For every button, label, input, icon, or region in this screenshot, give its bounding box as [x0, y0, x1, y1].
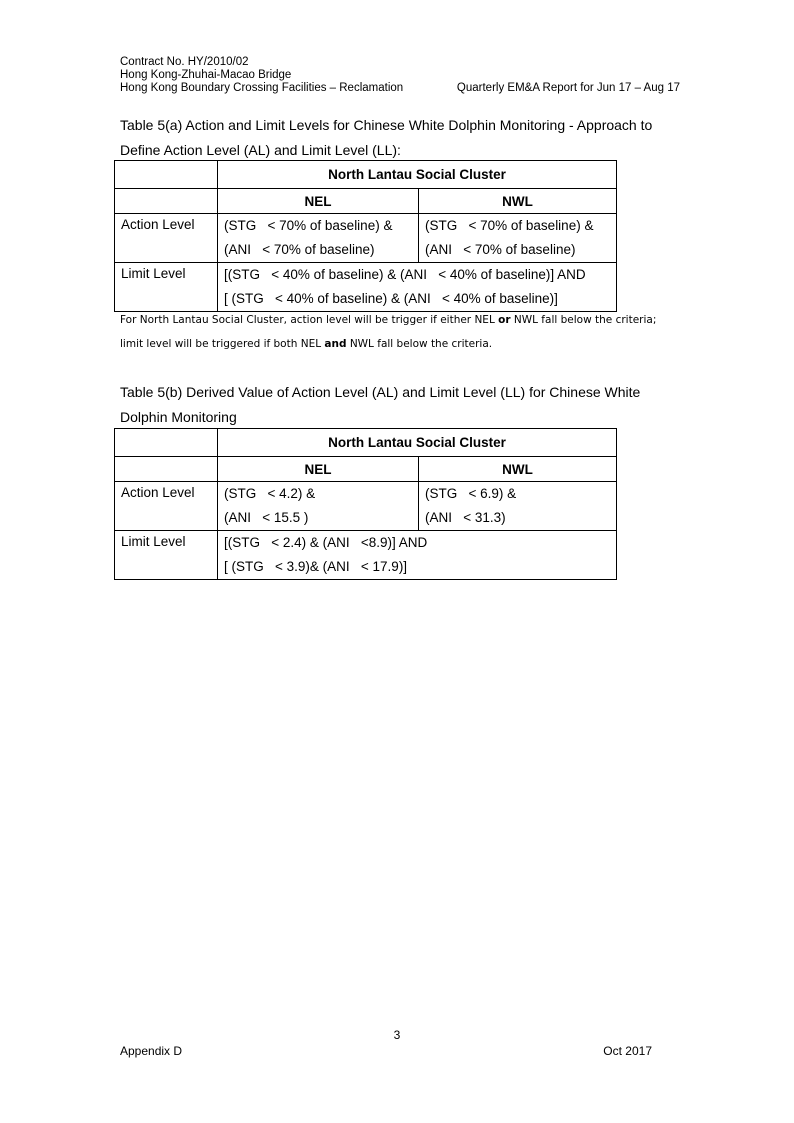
table-a-caption: Table 5(a) Action and Limit Levels for Chinese White Dolphin Monitoring - Approach to Define Action Level (AL) and Limit Level (LL): — [120, 117, 653, 158]
action-nwl-line: (STG < 6.9) & — [425, 486, 517, 501]
report-title: Quarterly EM&A Report for Jun 17 – Aug 17 — [456, 82, 680, 94]
limit-line: [(STG < 2.4) & (ANI <8.9)] AND — [224, 535, 428, 550]
nel-header: NEL — [218, 457, 419, 482]
limit-line: [(STG < 40% of baseline) & (ANI < 40% of baseline)] AND — [224, 267, 586, 282]
cluster-header: North Lantau Social Cluster — [218, 161, 617, 189]
note-line-1: For North Lantau Social Cluster, action level will be trigger if either NEL or NWL fall below the criteria; — [120, 314, 657, 326]
action-level-label: Action Level — [115, 482, 218, 531]
nwl-header: NWL — [419, 457, 617, 482]
action-nel-line: (STG < 70% of baseline) & — [224, 218, 393, 233]
action-nwl-cell — [419, 482, 617, 531]
limit-level-label: Limit Level — [115, 263, 218, 312]
action-nwl-line: (ANI < 31.3) — [425, 510, 506, 525]
note-line-2: limit level will be triggered if both NEL and NWL fall below the criteria. — [120, 338, 493, 350]
limit-level-label: Limit Level — [115, 531, 218, 580]
empty-cell — [115, 189, 218, 214]
cluster-header: North Lantau Social Cluster — [218, 429, 617, 457]
action-level-label: Action Level — [115, 214, 218, 263]
empty-cell — [115, 457, 218, 482]
header-row — [120, 82, 680, 95]
action-nwl-line: (STG < 70% of baseline) & — [425, 218, 594, 233]
action-nel-line: (STG < 4.2) & — [224, 486, 316, 501]
empty-corner-cell — [115, 429, 218, 457]
empty-corner-cell — [115, 161, 218, 189]
limit-line: [ (STG < 40% of baseline) & (ANI < 40% of baseline)] — [224, 291, 558, 306]
action-nel-cell — [218, 482, 419, 531]
limit-line: [ (STG < 3.9)& (ANI < 17.9)] — [224, 559, 408, 574]
action-nel-line: (ANI < 70% of baseline) — [224, 242, 375, 257]
table-b-caption: Table 5(b) Derived Value of Action Level (AL) and Limit Level (LL) for Chinese White Dolphin Monitoring — [120, 384, 641, 425]
limit-cell — [218, 263, 617, 312]
table-a-note — [120, 308, 690, 356]
action-nel-line: (ANI < 15.5 ) — [224, 510, 309, 525]
table-a — [114, 160, 617, 312]
footer-date: Oct 2017 — [603, 1044, 652, 1058]
limit-cell — [218, 531, 617, 580]
page-header — [120, 56, 680, 95]
facility-name: Hong Kong Boundary Crossing Facilities – Reclamation — [120, 82, 404, 94]
footer-appendix: Appendix D — [120, 1044, 183, 1058]
project-name: Hong Kong-Zhuhai-Macao Bridge — [120, 69, 292, 81]
contract-number: Contract No. HY/2010/02 — [120, 56, 249, 68]
action-nwl-line: (ANI < 70% of baseline) — [425, 242, 576, 257]
nel-header: NEL — [218, 189, 419, 214]
action-nwl-cell — [419, 214, 617, 263]
nwl-header: NWL — [419, 189, 617, 214]
action-nel-cell — [218, 214, 419, 263]
table-b — [114, 428, 617, 580]
page-number: 3 — [393, 1028, 401, 1042]
